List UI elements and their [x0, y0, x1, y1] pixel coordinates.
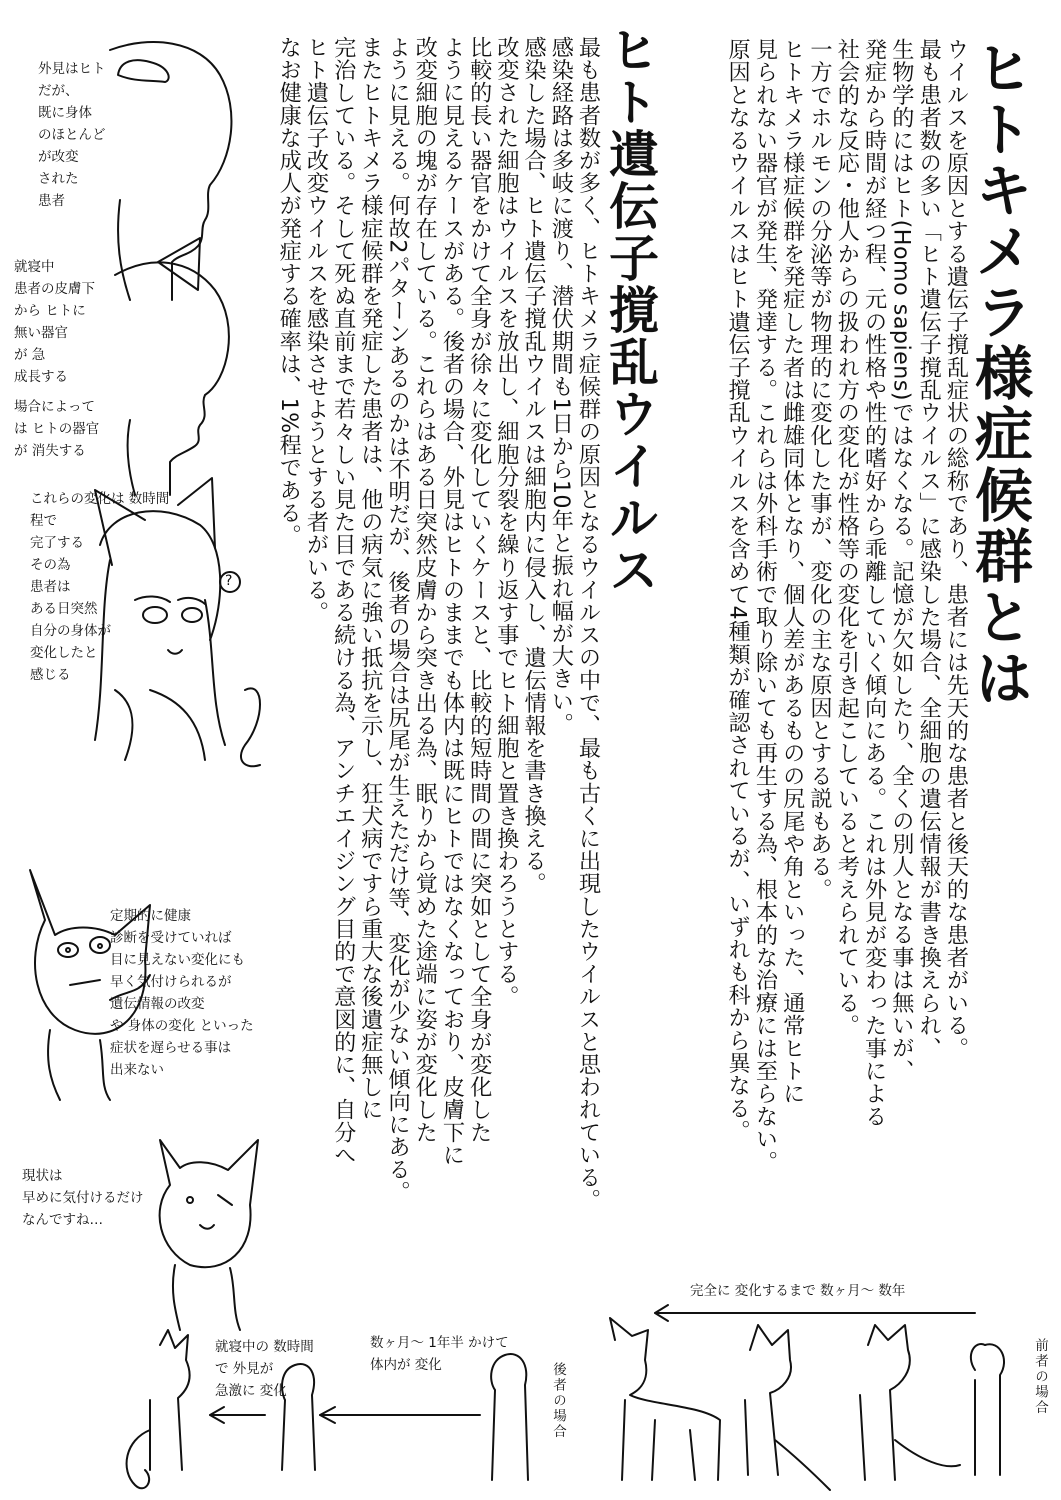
section1-line: 一方でホルモンの分泌等が物理的に変化した事が、変化の主な原因とする説もある。 — [806, 38, 833, 901]
note-line: 目に見えない変化にも — [110, 952, 245, 968]
label-latter-case: 後者の場合 — [550, 1362, 566, 1440]
section1-body — [723, 38, 969, 1173]
note-line: が 消失する — [14, 443, 86, 459]
gradual-change-figures-icon — [610, 1318, 1004, 1490]
note-head2b — [14, 396, 99, 462]
note-line: のほとんど — [38, 127, 106, 143]
note-girl — [30, 488, 169, 686]
note-line: が 急 — [14, 347, 46, 363]
note-head2 — [14, 256, 95, 388]
section1-line: 生物学的にはヒト(Homo sapiens)ではなくなる。記憶が欠如したり、全くの別人となる事は無いが、 — [888, 38, 915, 1083]
note-line: 現状は — [22, 1168, 63, 1184]
note-line: 就寝中の 数時間 — [215, 1339, 314, 1355]
note-line: 自分の身体が — [30, 623, 111, 639]
note-line: 場合によって — [14, 399, 95, 415]
section2-line: 改変細胞の塊が存在している。これらはある日突然皮膚から突き出る為、眠りから覚めた途端に姿が変化した — [411, 36, 438, 1144]
cat-character-2-icon — [160, 1140, 258, 1330]
note-timeline-top: 完全に 変化するまで 数ヶ月〜 数年 — [690, 1283, 906, 1299]
note-line: 数ヶ月〜 1年半 かけて — [370, 1335, 509, 1351]
note-bottom-left — [215, 1336, 314, 1402]
section2-line: ように見えるケースがある。後者の場合、外見はヒトのままでも体内は既にヒトではなくなっており、皮膚下に — [438, 36, 465, 1166]
note-line: 程で — [30, 513, 57, 529]
note-line: 早めに気付けるだけ — [22, 1190, 144, 1206]
note-line: なんですね… — [22, 1212, 103, 1228]
section2-line: 感染経路は多岐に渡り、潜伏期間も1日から10年と振れ幅が大きい。 — [547, 36, 574, 735]
section2-line: ヒト遺伝子改変ウイルスを感染させようとする者がいる。 — [302, 36, 329, 624]
note-head1 — [38, 58, 106, 212]
note-line: 就寝中 — [14, 259, 55, 275]
note-line: 症状を遅らせる事は — [110, 1040, 232, 1056]
note-cat2 — [22, 1165, 144, 1231]
note-line: 完了する — [30, 535, 84, 551]
girl-question-mark: ? — [225, 573, 233, 589]
section1-line: ヒトキメラ様症候群を発症した者は雌雄同体となり、個人差があるものの尻尾や角といった、通常ヒトに — [779, 38, 806, 1105]
section2-line: 完治している。そして死ぬ直前まで若々しい見た目である続ける為、アンチエイジング目的で意図的に、自分へ — [330, 36, 357, 1166]
section2-body — [275, 36, 601, 1211]
section2-line: またヒトキメラ様症候群を発症した患者は、他の病気に強い抵抗を示し、狂犬病ですら重大な後遺症無しに — [357, 36, 384, 1121]
section1-line: 原因となるウイルスはヒト遺伝子撹乱ウイルスを含めて4種類が確認されているが、いずれも科から異なる。 — [724, 38, 751, 1143]
section2-line: ように見える。何故2パターンあるのかは不明だが、後者の場合は尻尾が生えただけ等、変化が少ない傾向にある。 — [384, 36, 411, 1204]
section2-line: なお健康な成人が発症する確率は、1%程である。 — [275, 36, 302, 547]
section2-line: 改変された細胞はウイルスを放出し、細胞分裂を繰り返す事でヒト細胞と置き換わろうとする。 — [493, 36, 520, 1008]
note-line: 診断を受けていれば — [110, 930, 232, 946]
note-line: で 外見が — [215, 1361, 274, 1377]
note-line: 患者 — [38, 193, 65, 209]
section2-title: ヒト遺伝子撹乱ウイルス — [601, 24, 659, 596]
section1-line: 見られない器官が発生、発達する。これらは外科手術で取り除いても再生する為、根本的な治療には至らない。 — [751, 38, 778, 1173]
note-line: 遺伝情報の改変 — [110, 996, 205, 1012]
note-line: 変化したと — [30, 645, 98, 661]
note-bottom-mid — [370, 1332, 509, 1376]
page-title: ヒトキメラ様症候群とは — [965, 38, 1033, 709]
section1-line: 社会的な反応・他人からの扱われ方の変化が性格等の変化を引き起こしていると考えられている。 — [833, 38, 860, 1037]
note-line: や 身体の変化 といった — [110, 1018, 254, 1034]
note-line: が改変 — [38, 149, 79, 165]
note-line: 既に身体 — [38, 105, 92, 121]
note-line: 急激に 変化 — [215, 1383, 287, 1399]
section1-line: ウイルスを原因とする遺伝子撹乱症状の総称であり、患者には先天的な患者と後天的な患者がいる。 — [943, 38, 969, 1060]
note-line: された — [38, 171, 79, 187]
note-line: 外見はヒト — [38, 61, 106, 77]
section1-line: 発症から時間が経つ程、元の性格や性的嗜好から乖離していく傾向にある。これは外見が変わった事による — [861, 38, 888, 1128]
note-line: は ヒトの器官 — [14, 421, 100, 437]
note-line: 感じる — [30, 667, 71, 683]
section2-line: 感染した場合、ヒト遺伝子撹乱ウイルスは細胞内に侵入し、遺伝情報を書き換える。 — [520, 36, 547, 895]
label-former-case: 前者の場合 — [1032, 1338, 1048, 1416]
section2-line: 比較的長い器官をかけて全身が徐々に変化していくケースと、比較的短時間の間に突如として全身が変化した — [466, 36, 493, 1144]
head-profile-1-icon — [110, 42, 231, 300]
note-cat1 — [110, 905, 254, 1081]
note-line: 早く気付けられるが — [110, 974, 232, 990]
note-line: これらの変化は 数時間 — [30, 491, 170, 507]
note-line: だが、 — [38, 83, 79, 99]
note-line: ある日突然 — [30, 601, 98, 617]
note-line: から ヒトに — [14, 303, 86, 319]
note-line: 成長する — [14, 369, 68, 385]
note-line: 患者の皮膚下 — [14, 281, 95, 297]
note-line: 患者は — [30, 579, 71, 595]
note-line: 体内が 変化 — [370, 1357, 442, 1373]
note-line: 定期的に健康 — [110, 908, 191, 924]
note-line: 出来ない — [110, 1062, 164, 1078]
note-line: 無い器官 — [14, 325, 68, 341]
note-line: その為 — [30, 557, 71, 573]
section1-line: 最も患者数の多い「ヒト遺伝子撹乱ウイルス」に感染した場合、全細胞の遺伝情報が書き換えられ、 — [915, 38, 942, 1060]
section2-line: 最も患者数が多く、ヒトキメラ症候群の原因となるウイルスの中で、最も古くに出現したウイルスと思われている。 — [575, 36, 601, 1212]
